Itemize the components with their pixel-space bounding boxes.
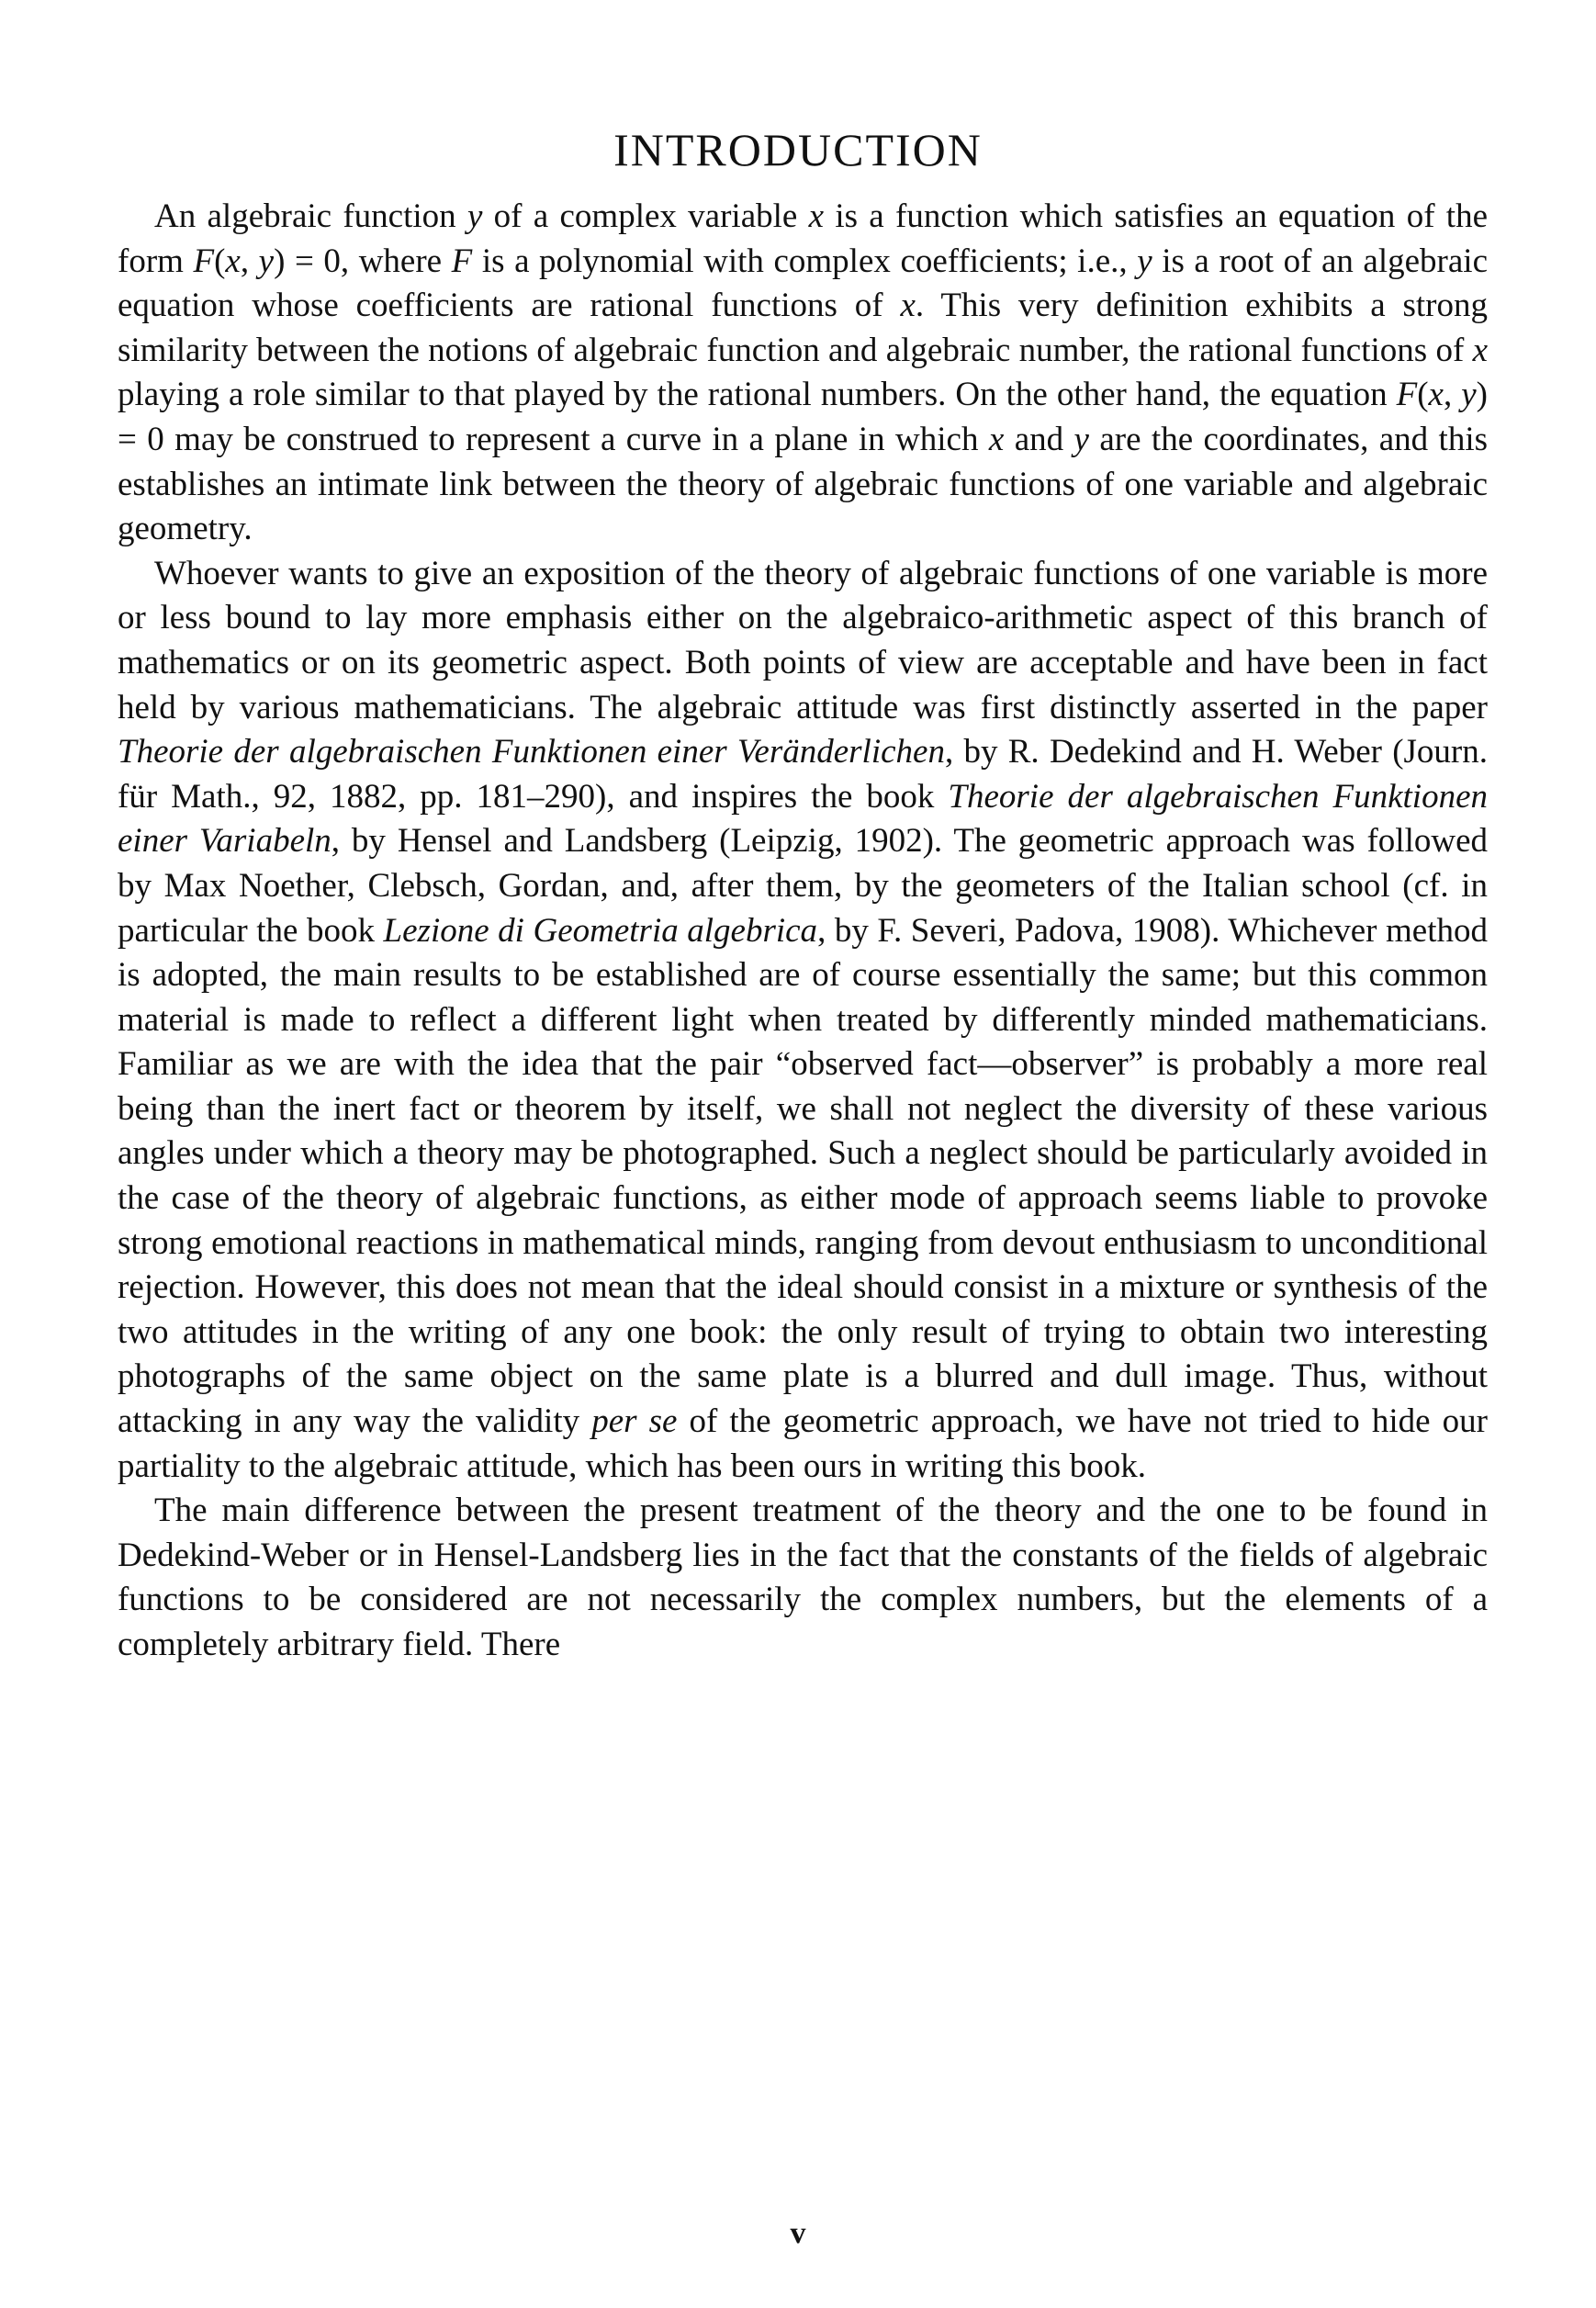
paragraph <box>118 195 1488 552</box>
paragraph <box>118 552 1488 1489</box>
text-run: The main difference between the present treatment of the theory and the one to be found in Dedekind-Weber or in Hensel-Landsberg lies in the fact that the constants of the fields of algebraic functions to be considered are not necessarily the complex numbers, but the elements of a completely arbitrary field. There <box>118 1492 1488 1663</box>
text-run: , by Hensel and Landsberg (Leipzig, 1902). The geometric approach was followed by Max Noether, Clebsch, Gordan, and, after them, by the geometers of the Italian school (cf. in particular the book <box>118 822 1489 950</box>
italic-text: y <box>1461 376 1477 414</box>
italic-text: Lezione di Geometria algebrica <box>383 911 818 950</box>
text-run: , by R. Dedekind and H. Weber (Journ. für Math., 92, 1882, pp. 181–290), and inspires the book <box>118 733 1489 816</box>
text-run: is a root of an algebraic equation whose coefficients are rational functions of <box>118 242 1488 325</box>
text-run: ( <box>214 242 226 280</box>
italic-text: x <box>988 420 1005 458</box>
italic-text: x <box>225 242 241 280</box>
italic-text: per se <box>591 1402 678 1441</box>
italic-text: Theorie der algebraischen Funktionen einer Veränderlichen <box>118 733 945 771</box>
italic-text: x <box>1472 331 1488 369</box>
text-run: ) = 0 may be construed to represent a curve in a plane in which <box>118 376 1488 458</box>
paragraph <box>118 1489 1488 1667</box>
text-run: Whoever wants to give an exposition of the theory of algebraic functions of one variable is more or less bound to lay more emphasis either on the algebraico-arithmetic aspect of this branch of mathematics or on its geometric aspect. Both points of view are acceptable and have been in fact held by various mathematicians. The algebraic attitude was first distinctly asserted in the paper <box>118 554 1488 726</box>
text-run: of a complex variable <box>482 197 809 235</box>
italic-text: F <box>1396 376 1418 414</box>
italic-text: F <box>451 242 473 280</box>
italic-text: x <box>1428 376 1444 414</box>
italic-text: x <box>900 287 916 325</box>
text-run: and <box>1004 420 1074 458</box>
text-run: ) = 0, where <box>274 242 452 280</box>
text-run: . This very definition exhibits a strong similarity between the notions of algebraic function and algebraic number, the rational functions of <box>118 287 1488 369</box>
text-run: is a function which satisfies an equation of the form <box>118 197 1489 280</box>
text-run: , by F. Severi, Padova, 1908). Whichever method is adopted, the main results to be established are of course essentially the same; but this common material is made to reflect a different light when treated by differently minded mathematicians. Familiar as we are with the idea that the pair “observed fact—observer” is probably a more real being than the inert fact or theorem by itself, we shall not neglect the diversity of these various angles under which a theory may be photographed. Such a neglect should be particularly avoided in the case of the theory of algebraic functions, as either mode of approach seems liable to provoke strong emotional reactions in mathematical minds, ranging from devout enthusiasm to unconditional rejection. However, this does not mean that the ideal should consist in a mixture or synthesis of the two attitudes in the writing of any one book: the only result of trying to obtain two interesting photographs of the same object on the same plate is a blurred and dull image. Thus, without attacking in any way the validity <box>118 911 1488 1441</box>
text-run: are the coordinates, and this establishes an intimate link between the theory of algebraic functions of one variable and algebraic geometry. <box>118 420 1488 548</box>
italic-text: Theorie der algebraischen Funktionen einer Variabeln <box>118 777 1488 861</box>
introduction-body <box>118 195 1488 1668</box>
text-run: An algebraic function <box>154 197 467 235</box>
text-run: of the geometric approach, we have not tried to hide our partiality to the algebraic attitude, which has been ours in writing this book. <box>118 1402 1488 1485</box>
italic-text: x <box>808 197 825 235</box>
text-run: , <box>1443 376 1462 414</box>
text-run: ( <box>1417 376 1429 414</box>
italic-text: y <box>1073 420 1089 458</box>
text-run: is a polynomial with complex coefficients; i.e., <box>472 242 1138 280</box>
italic-text: y <box>258 242 275 280</box>
page-number: v <box>790 2216 806 2250</box>
page-title: INTRODUCTION <box>613 123 983 175</box>
text-run: , <box>240 242 259 280</box>
text-run: playing a role similar to that played by the rational numbers. On the other hand, the equation <box>118 376 1397 414</box>
italic-text: F <box>193 242 215 280</box>
italic-text: y <box>1137 242 1152 280</box>
italic-text: y <box>466 197 483 235</box>
